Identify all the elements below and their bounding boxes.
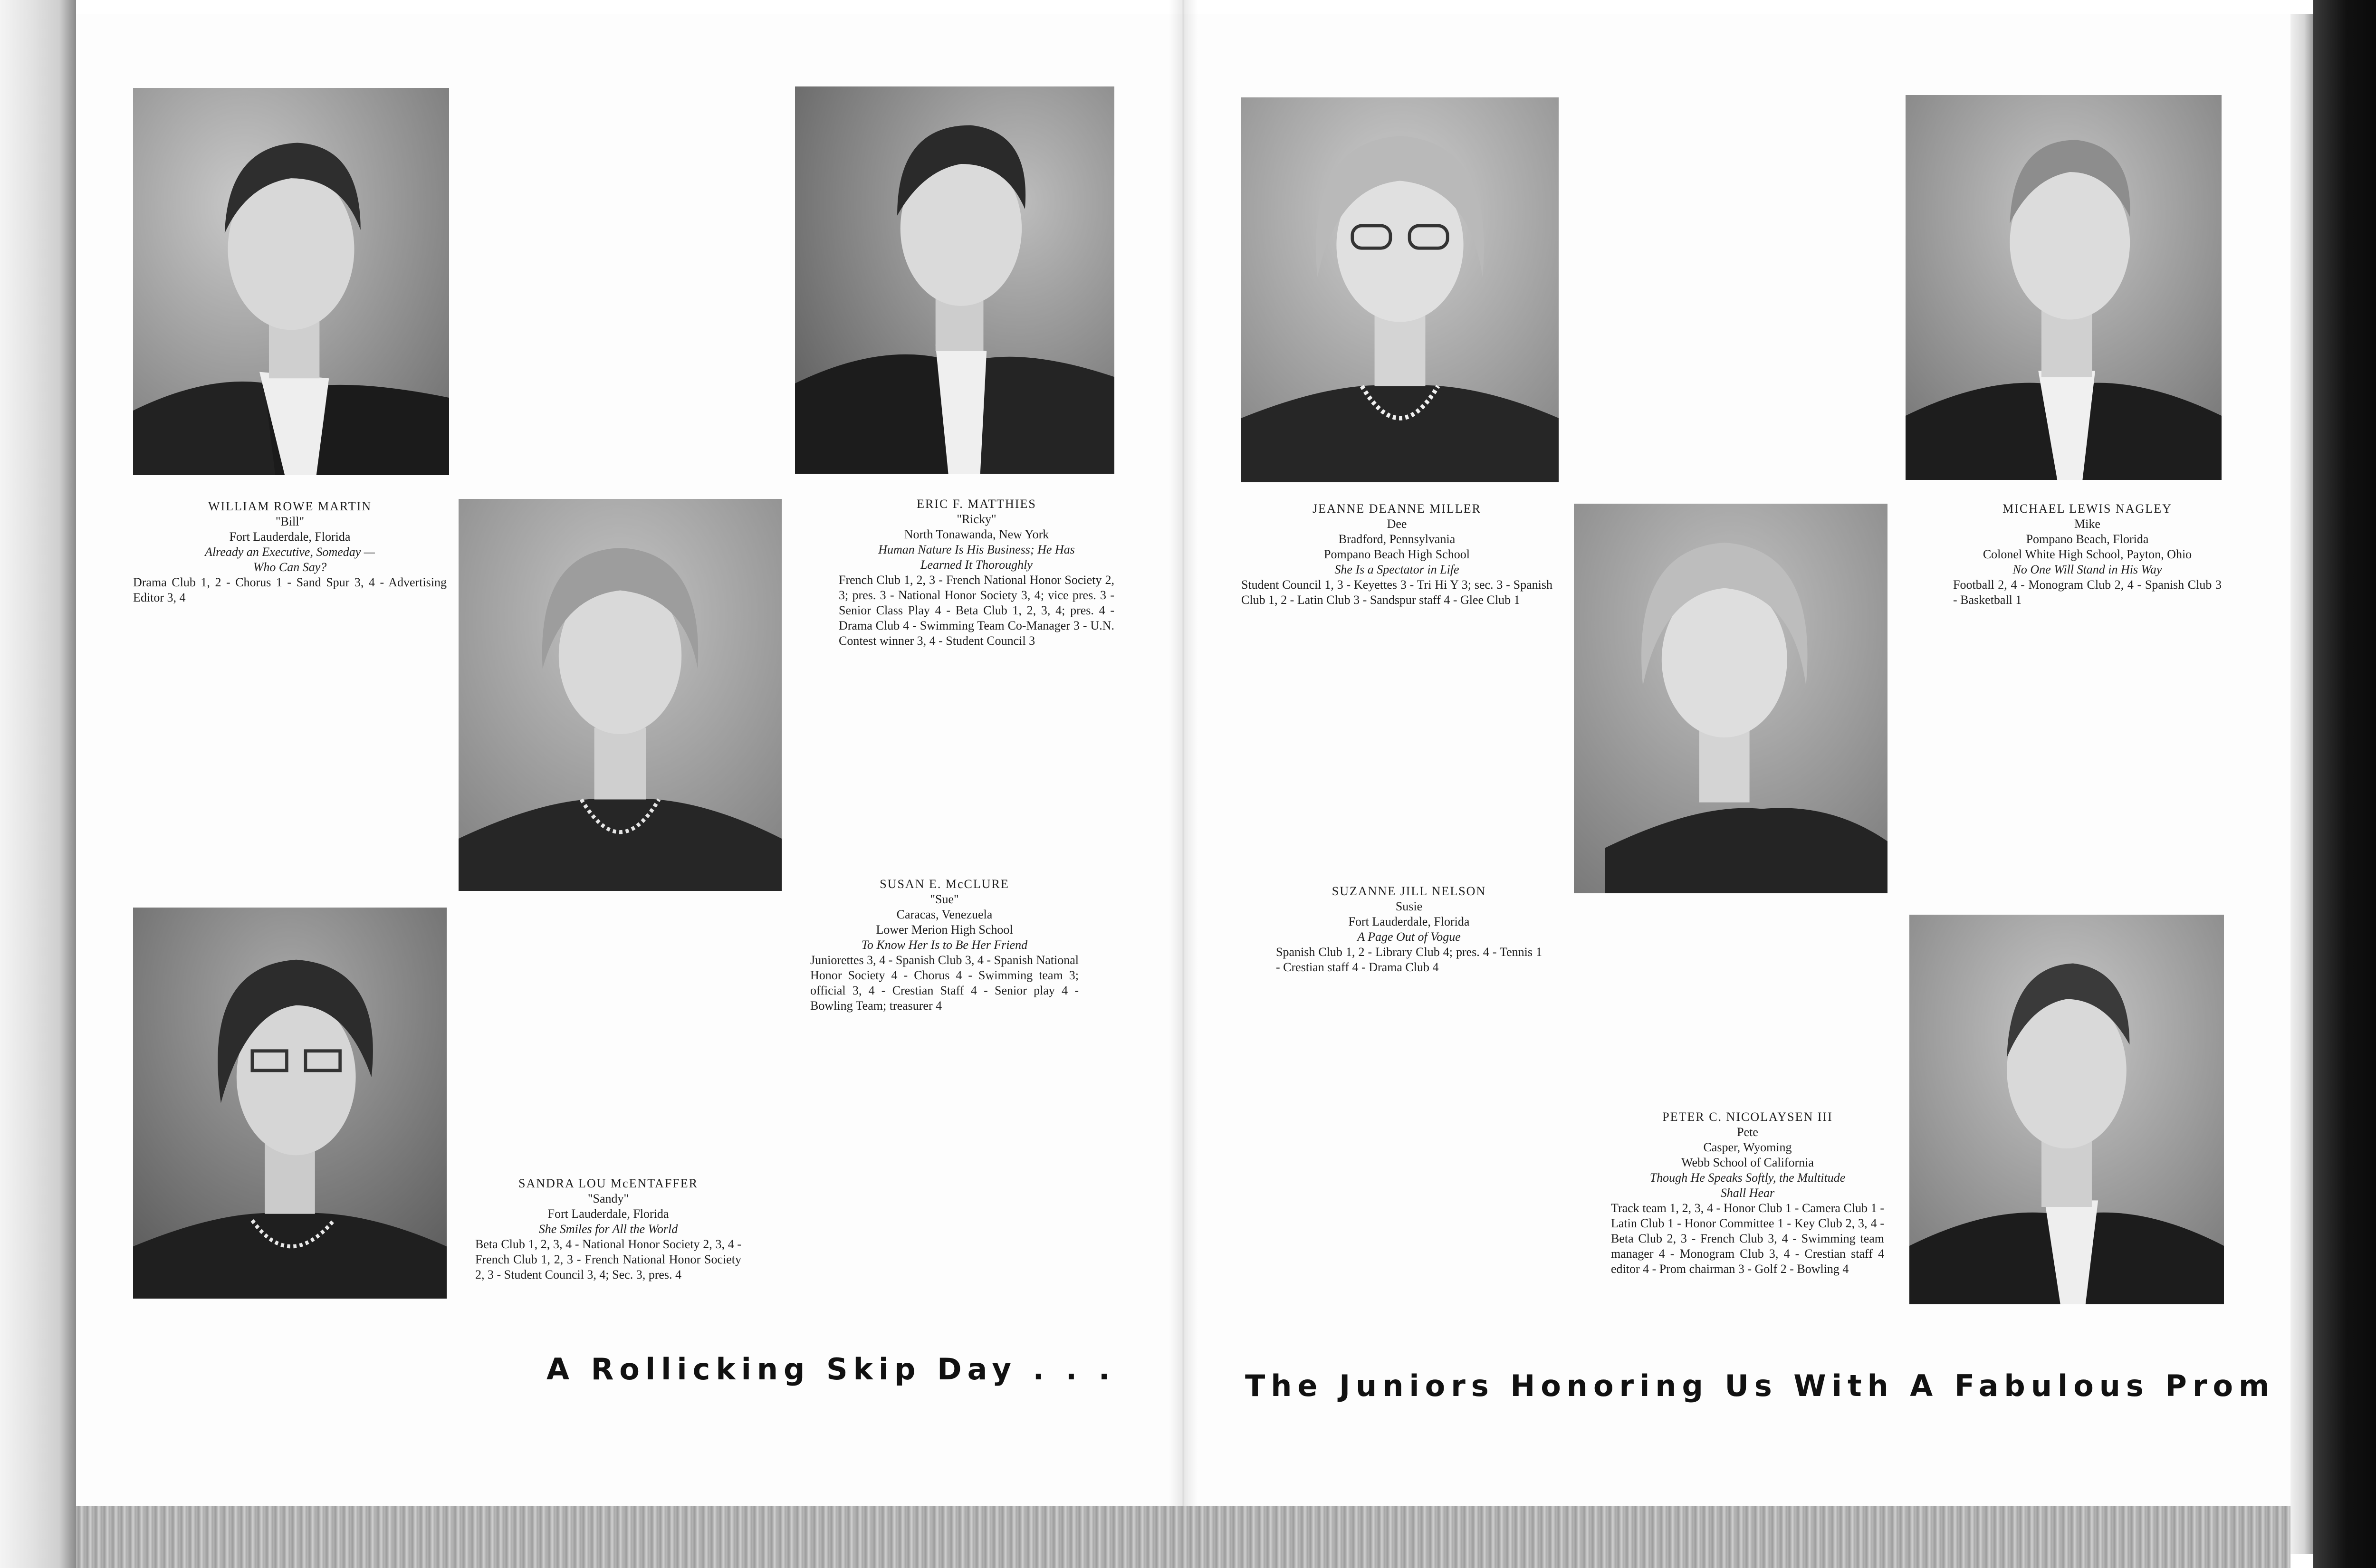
student-activities: Spanish Club 1, 2 - Library Club 4; pres. 4 - Tennis 1 - Crestian staff 4 - Drama Club 4: [1276, 945, 1542, 974]
student-activities: Student Council 1, 3 - Keyettes 3 - Tri Hi Y 3; sec. 3 - Spanish Club 1, 2 - Latin Club 3 - Sandspur staff 4 - Glee Club 1: [1241, 578, 1552, 607]
scan-edge-right-cover: [2313, 0, 2376, 1568]
scan-edge-left: [0, 0, 76, 1568]
portrait-peter-c-nicolaysen-iii: [1909, 915, 2224, 1304]
student-nickname: "Sandy": [587, 1192, 629, 1205]
student-hometown: Bradford, Pennsylvania: [1338, 532, 1456, 546]
caption-peter-c-nicolaysen-iii: [1611, 1109, 1884, 1277]
student-hometown: Fort Lauderdale, Florida: [547, 1207, 669, 1221]
student-motto-line: To Know Her Is to Be Her Friend: [861, 938, 1028, 952]
portrait-william-rowe-martin: [133, 88, 449, 475]
student-school: Webb School of California: [1681, 1156, 1814, 1169]
portrait-michael-lewis-nagley: [1906, 95, 2222, 480]
portrait-susan-e-mcclure: [459, 499, 782, 891]
student-nickname: Pete: [1737, 1125, 1758, 1139]
student-nickname: Mike: [2074, 517, 2100, 531]
student-nickname: "Ricky": [957, 512, 996, 526]
student-name: WILLIAM ROWE MARTIN: [208, 499, 372, 513]
student-activities: Juniorettes 3, 4 - Spanish Club 3, 4 - Spanish National Honor Society 4 - Chorus 4 - Swimming team 3; official 3, 4 - Crestian Staff 4 - Senior play 4 - Bowling Team; treasurer 4: [810, 953, 1079, 1013]
left-page-headline: A Rollicking Skip Day . . .: [546, 1352, 1116, 1386]
student-activities: French Club 1, 2, 3 - French National Honor Society 2, 3; pres. 3 - National Honor Society 3, 4; vice pres. 3 - Senior Class Play 4 - Beta Club 1, 2, 3, 4; pres. 4 - Drama Club 4 - Swimming Team Co-Manager 3 - U.N. Contest winner 3, 4 - Student Council 3: [839, 573, 1114, 648]
page-edges-bottom: [76, 1506, 2290, 1568]
student-motto-line: Learned It Thoroughly: [920, 558, 1033, 572]
student-motto-line: A Page Out of Vogue: [1357, 930, 1461, 944]
portrait-sandra-lou-mcentaffer: [133, 908, 447, 1299]
caption-susan-e-mcclure: [810, 877, 1079, 1013]
student-school: Lower Merion High School: [876, 923, 1013, 937]
scan-edge-right-page: [2290, 14, 2313, 1554]
student-name: SANDRA LOU McENTAFFER: [518, 1176, 698, 1190]
student-nickname: "Sue": [930, 892, 959, 906]
student-motto-line: No One Will Stand in His Way: [2012, 563, 2162, 576]
student-hometown: Caracas, Venezuela: [896, 908, 993, 921]
student-nickname: Dee: [1387, 517, 1407, 531]
student-activities: Drama Club 1, 2 - Chorus 1 - Sand Spur 3, 4 - Advertising Editor 3, 4: [133, 575, 447, 604]
portrait-eric-f-matthies: [795, 86, 1114, 474]
student-name: SUSAN E. McCLURE: [880, 877, 1009, 891]
student-school: Colonel White High School, Payton, Ohio: [1983, 547, 2192, 561]
book-gutter: [1169, 0, 1198, 1520]
student-nickname: "Bill": [275, 515, 305, 528]
caption-jeanne-deanne-miller: [1241, 501, 1552, 608]
student-name: MICHAEL LEWIS NAGLEY: [2002, 502, 2172, 516]
caption-eric-f-matthies: [839, 497, 1114, 649]
caption-william-rowe-martin: [133, 499, 447, 605]
student-hometown: Fort Lauderdale, Florida: [1348, 915, 1470, 928]
student-hometown: North Tonawanda, New York: [904, 527, 1049, 541]
student-nickname: Susie: [1395, 899, 1423, 913]
student-activities: Football 2, 4 - Monogram Club 2, 4 - Spanish Club 3 - Basketball 1: [1953, 578, 2222, 607]
student-school: Pompano Beach High School: [1324, 547, 1470, 561]
student-name: SUZANNE JILL NELSON: [1332, 884, 1486, 898]
student-motto-line: She Is a Spectator in Life: [1334, 563, 1459, 576]
student-hometown: Fort Lauderdale, Florida: [229, 530, 351, 544]
student-hometown: Casper, Wyoming: [1703, 1140, 1792, 1154]
student-activities: Track team 1, 2, 3, 4 - Honor Club 1 - Camera Club 1 - Latin Club 1 - Honor Committee 1 - Key Club 2, 3, 4 - Beta Club 2, 3 - French Club 3, 4 - Swimming team manager 4 - Monogram Club 3, 4 - Crestian staff 4 editor 4 - Prom chairman 3 - Golf 2 - Bowling 4: [1611, 1201, 1884, 1276]
right-page-headline: The Juniors Honoring Us With A Fabulous Prom: [1245, 1368, 2275, 1403]
student-motto-line: Though He Speaks Softly, the Multitude: [1649, 1171, 1846, 1185]
student-motto-line: She Smiles for All the World: [538, 1222, 678, 1236]
portrait-jeanne-deanne-miller: [1241, 97, 1559, 482]
student-motto-line: Who Can Say?: [253, 560, 327, 574]
portrait-suzanne-jill-nelson: [1574, 504, 1887, 893]
student-motto-line: Already an Executive, Someday —: [205, 545, 375, 559]
caption-suzanne-jill-nelson: [1276, 884, 1542, 975]
student-activities: Beta Club 1, 2, 3, 4 - National Honor Society 2, 3, 4 - French Club 1, 2, 3 - French National Honor Society 2, 3 - Student Council 3, 4; Sec. 3, pres. 4: [475, 1237, 741, 1281]
caption-sandra-lou-mcentaffer: [475, 1176, 741, 1282]
student-hometown: Pompano Beach, Florida: [2026, 532, 2149, 546]
student-name: JEANNE DEANNE MILLER: [1313, 502, 1481, 516]
student-name: ERIC F. MATTHIES: [917, 497, 1036, 511]
student-motto-line: Human Nature Is His Business; He Has: [878, 543, 1075, 556]
caption-michael-lewis-nagley: [1953, 501, 2222, 608]
student-motto-line: Shall Hear: [1720, 1186, 1775, 1200]
student-name: PETER C. NICOLAYSEN III: [1662, 1110, 1833, 1124]
